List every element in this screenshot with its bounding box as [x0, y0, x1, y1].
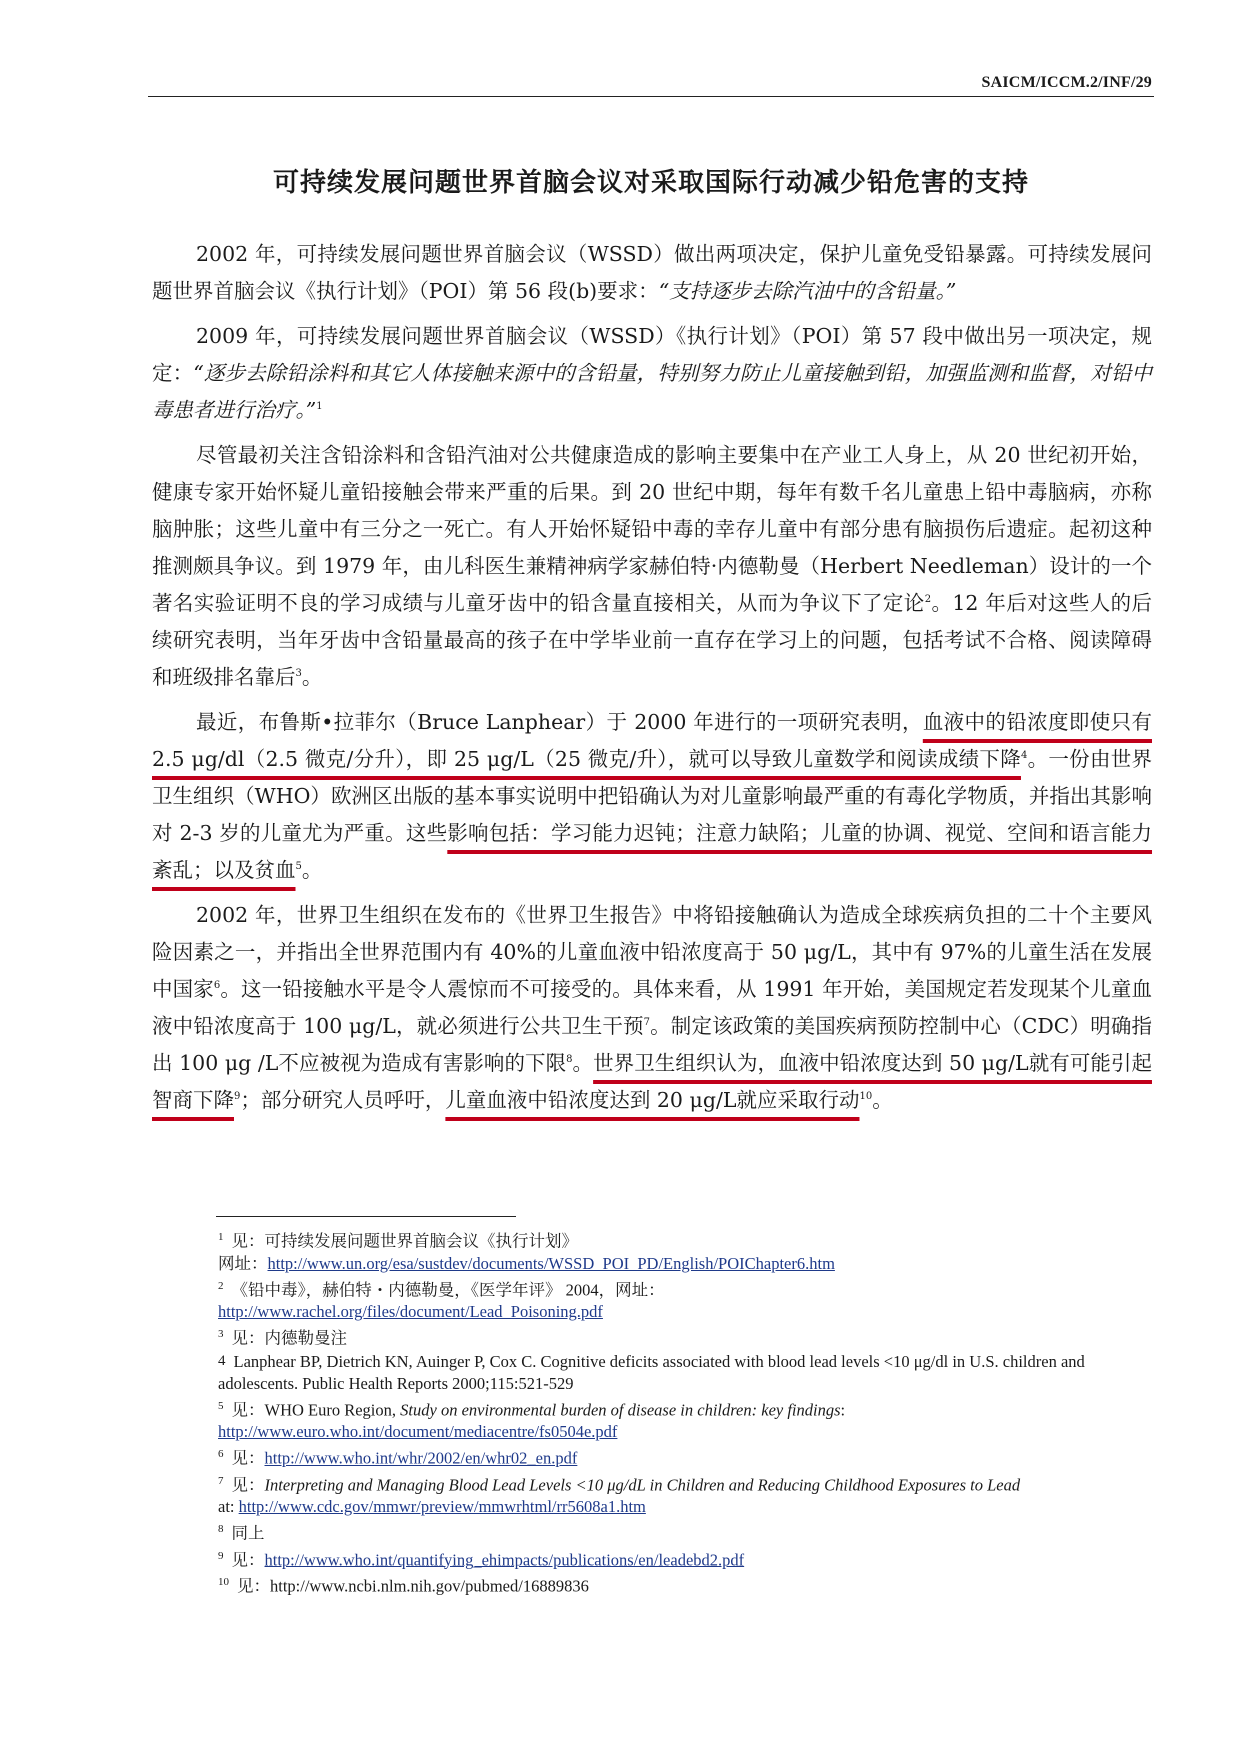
- quotation: “逐步去除铅涂料和其它人体接触来源中的含铅量，特别努力防止儿童接触到铅，加强监测和监督，对铅中毒患者进行治疗。”: [152, 361, 1152, 422]
- footnote-10: [218, 1571, 1158, 1598]
- paragraph-4: [152, 704, 1152, 889]
- footnote-8: [218, 1518, 1158, 1545]
- footnote-text: 见：: [231, 1475, 265, 1494]
- paragraph-text: ；部分研究人员呼吁，: [240, 1088, 446, 1112]
- footnote-text: 同上: [231, 1523, 265, 1543]
- quotation: “支持逐步去除汽油中的含铅量。”: [658, 279, 957, 303]
- paragraph-text: 。: [301, 665, 323, 689]
- paragraph-text: 2002 年，世界卫生组织在发布的《世界卫生报告》中将铅接触确认为造成全球疾病负担的二十个主要风险因素之一，并指出全世界范围内有 40%的儿童血液中铅浓度高于 50 μg/L，其中有 97%的儿童生活在发展中国家: [152, 903, 1152, 1001]
- paragraph-text: 2009 年，可持续发展问题世界首脑会议（WSSD）《执行计划》（POI）第 57 段中做出另一项决定，规定：: [152, 324, 1152, 385]
- highlighted-text: 血液中的铅浓度即使只有 2.5 μg/dl（2.5 微克/分升），即 25 μg/L（25 微克/升），就可以导致儿童数学和阅读成绩下降: [152, 710, 1152, 771]
- footnote-ref[interactable]: 3: [295, 668, 302, 680]
- footnote-text: :: [840, 1400, 846, 1419]
- paragraph-1: [152, 236, 1152, 310]
- footnote-7-url: [218, 1496, 1158, 1518]
- footnote-number: 9: [218, 1549, 224, 1562]
- footnote-2-url: [218, 1301, 1158, 1323]
- footnote-link[interactable]: http://www.who.int/whr/2002/en/whr02_en.pdf: [264, 1448, 578, 1468]
- footnote-link[interactable]: http://www.euro.who.int/document/mediacentre/fs0504e.pdf: [218, 1422, 618, 1441]
- footnote-link[interactable]: http://www.un.org/esa/sustdev/documents/WSSD_POI_PD/English/POIChapter6.htm: [267, 1253, 835, 1273]
- footnote-4: [218, 1350, 1158, 1395]
- highlighted-text: 影响包括：学习能力迟钝；注意力缺陷；儿童的协调、视觉、空间和语言能力紊乱；以及贫血: [152, 821, 1153, 882]
- footnote-ref[interactable]: 4: [1020, 750, 1028, 762]
- footnote-number: 1: [218, 1231, 224, 1243]
- footnote-number: 7: [218, 1474, 224, 1487]
- paragraph-2: [152, 318, 1152, 429]
- paragraph-text: 。: [572, 1051, 594, 1075]
- footnote-ref[interactable]: 2: [924, 594, 932, 606]
- footnote-5: [218, 1395, 1158, 1422]
- footnote-1-url: [218, 1253, 1158, 1275]
- footnote-text: Lanphear BP, Dietrich KN, Auinger P, Cox C. Cognitive deficits associated with blood lead levels <10 μg/dl in U.S. children and adolescents. Public Health Reports 2000;115:521-529: [218, 1351, 1085, 1393]
- footnote-number: 2: [218, 1279, 224, 1292]
- paragraph-text: 。制定该政策的美国疾病预防控制中心（CDC）明确指出 100 μg /L不应被视为造成有害影响的下限: [152, 1014, 1152, 1075]
- footnote-text: at:: [218, 1497, 239, 1516]
- footnote-5-url: [218, 1421, 1158, 1443]
- footnote-ref[interactable]: 9: [234, 1091, 241, 1103]
- footnote-text: 见：: [231, 1550, 265, 1569]
- footnotes: [218, 1226, 1158, 1598]
- footnote-text: 见：WHO Euro Region,: [231, 1400, 401, 1419]
- paragraph-3: [152, 437, 1152, 696]
- footnote-link[interactable]: http://www.who.int/quantifying_ehimpacts/publications/en/leadebd2.pdf: [264, 1550, 745, 1569]
- footnote-number: 6: [218, 1448, 224, 1460]
- footnote-italic-title: Interpreting and Managing Blood Lead Levels <10 μg/dL in Children and Reducing Childhood Exposures to Lead: [264, 1475, 1021, 1494]
- document-symbol: SAICM/ICCM.2/INF/29: [981, 74, 1152, 91]
- footnote-number: 8: [218, 1523, 224, 1535]
- footnote-text: 《铅中毒》，赫伯特・内德勒曼，《医学年评》 2004，网址：: [231, 1280, 665, 1299]
- footnote-ref[interactable]: 7: [643, 1017, 651, 1029]
- footnote-text: 网址：: [218, 1253, 268, 1273]
- footnote-number: 5: [218, 1399, 224, 1412]
- footnote-9: [218, 1545, 1158, 1572]
- document-title: 可持续发展问题世界首脑会议对采取国际行动减少铅危害的支持: [272, 168, 1029, 198]
- header-rule: [148, 96, 1154, 97]
- paragraph-text: 。: [872, 1088, 893, 1112]
- footnote-number: 10: [218, 1576, 229, 1588]
- footnote-number: 4: [218, 1352, 226, 1369]
- footnote-2: [218, 1275, 1158, 1302]
- footnote-text: 见：内德勒曼注: [231, 1328, 347, 1348]
- footnote-italic-title: Study on environmental burden of disease in children: key findings: [400, 1400, 841, 1419]
- paragraph-text: 。12 年后对这些人的后续研究表明，当年牙齿中含铅量最高的孩子在中学毕业前一直存在学习上的问题，包括考试不合格、阅读障碍和班级排名靠后: [152, 591, 1152, 689]
- footnote-text: 见：可持续发展问题世界首脑会议《执行计划》: [231, 1231, 578, 1251]
- footnote-6: [218, 1443, 1158, 1470]
- paragraph-text: 尽管最初关注含铅涂料和含铅汽油对公共健康造成的影响主要集中在产业工人身上，从 20 世纪初开始，健康专家开始怀疑儿童铅接触会带来严重的后果。到 20 世纪中期，每年有数千名儿童患上铅中毒脑病，亦称脑肿胀；这些儿童中有三分之一死亡。有人开始怀疑铅中毒的幸存儿童中有部分患有脑损伤后遗症。起初这种推测颇具争议。到 1979 年，由儿科医生兼精神病学家赫伯特·内德勒曼（Herbert Needleman）设计的一个著名实验证明不良的学习成绩与儿童牙齿中的铅含量直接相关，从而为争议下了定论: [152, 443, 1152, 615]
- highlighted-text: 儿童血液中铅浓度达到 20 μg/L就应采取行动: [445, 1088, 860, 1112]
- footnote-3: [218, 1323, 1158, 1350]
- paragraph-text: 2002 年，可持续发展问题世界首脑会议（WSSD）做出两项决定，保护儿童免受铅暴露。可持续发展问题世界首脑会议《执行计划》（POI）第 56 段(b)要求：: [152, 242, 1152, 303]
- document-body: [152, 236, 1152, 1127]
- footnote-link[interactable]: http://www.cdc.gov/mmwr/preview/mmwrhtml/rr5608a1.htm: [238, 1497, 646, 1516]
- footnote-ref[interactable]: 1: [316, 401, 323, 413]
- footnote-ref[interactable]: 8: [566, 1054, 573, 1066]
- paragraph-5: [152, 897, 1152, 1119]
- footnote-link[interactable]: http://www.rachel.org/files/document/Lead_Poisoning.pdf: [218, 1302, 603, 1321]
- footnote-url[interactable]: http://www.ncbi.nlm.nih.gov/pubmed/16889836: [270, 1576, 589, 1596]
- highlighted-text: 世界卫生组织认为，血液中铅浓度达到 50 μg/L就有可能引起智商下降: [152, 1051, 1152, 1112]
- paragraph-text: 最近，布鲁斯•拉菲尔（Bruce Lanphear）于 2000 年进行的一项研究表明，: [196, 710, 923, 734]
- footnote-separator: [216, 1216, 516, 1217]
- footnote-ref[interactable]: 6: [213, 980, 221, 992]
- footnote-ref[interactable]: 10: [859, 1091, 873, 1103]
- paragraph-text: 。: [301, 858, 323, 882]
- paragraph-text: 。这一铅接触水平是令人震惊而不可接受的。具体来看，从 1991 年开始，美国规定若发现某个儿童血液中铅浓度高于 100 μg/L，就必须进行公共卫生干预: [152, 977, 1153, 1038]
- footnote-1: [218, 1226, 1158, 1253]
- footnote-number: 3: [218, 1328, 224, 1340]
- footnote-text: 见：: [231, 1448, 265, 1468]
- paragraph-text: 。一份由世界卫生组织（WHO）欧洲区出版的基本事实说明中把铅确认为对儿童影响最严重的有毒化学物质，并指出其影响对 2-3 岁的儿童尤为严重。这些: [152, 747, 1153, 845]
- footnote-ref[interactable]: 5: [295, 861, 302, 873]
- footnote-text: 见：: [237, 1576, 270, 1596]
- footnote-7: [218, 1470, 1158, 1497]
